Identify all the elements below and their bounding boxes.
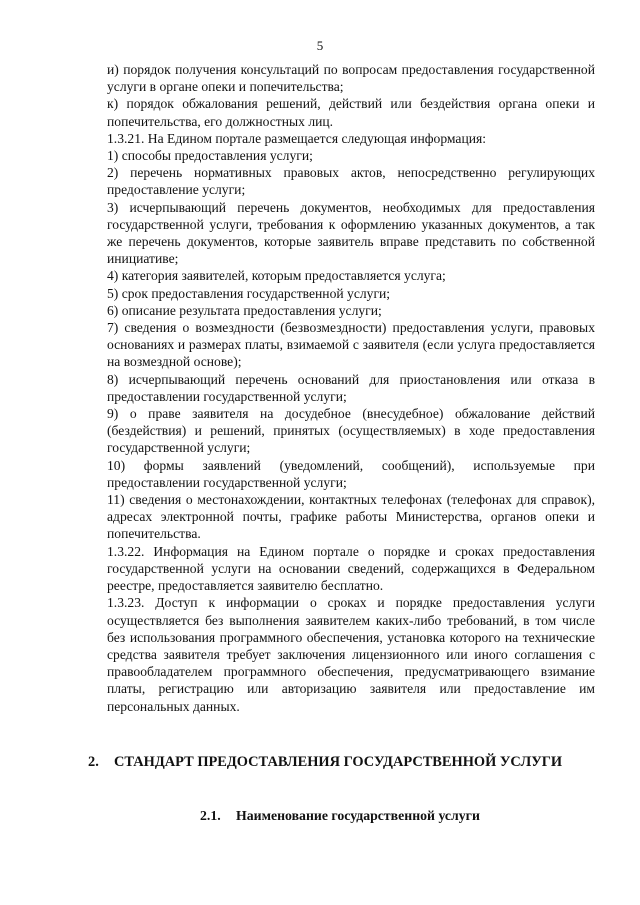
paragraph-text: 7) сведения о возмездности (безвозмездности) предоставления услуги, правовых основаниях и размерах платы, взимаемой с заявителя (если услуга предоставляется на возмездной основе); <box>107 320 595 370</box>
paragraph-text: 5) срок предоставления государственной услуги; <box>107 285 391 301</box>
paragraph-text: 8) исчерпывающий перечень оснований для приостановления или отказа в предоставлении государственной услуги; <box>107 371 595 404</box>
paragraph-text: к) порядок обжалования решений, действий или бездействия органа опеки и попечительства, его должностных лиц. <box>107 96 595 129</box>
list-item-9 <box>107 405 595 457</box>
paragraph-k <box>107 95 595 129</box>
list-item-4 <box>107 267 595 284</box>
paragraph-1-3-21 <box>107 130 595 147</box>
paragraph-text: 2) перечень нормативных правовых актов, непосредственно регулирующих предоставление услуги; <box>107 165 595 198</box>
list-item-7 <box>107 319 595 371</box>
paragraph-text: 1.3.23. Доступ к информации о сроках и порядке предоставления услуги осуществляется без выполнения заявителем каких-либо требований, в том числе без использования программного обеспечения, установка которого на технические средства заявителя требует заключения лицензионного или иного соглашения с правообладателем программного обеспечения, предусматривающего взимание платы, регистрацию или авторизацию заявителя или предоставление им персональных данных. <box>107 595 595 714</box>
list-item-11 <box>107 491 595 543</box>
paragraph-text: 4) категория заявителей, которым предоставляется услуга; <box>107 268 446 284</box>
section-title: СТАНДАРТ ПРЕДОСТАВЛЕНИЯ ГОСУДАРСТВЕННОЙ УСЛУГИ <box>114 754 563 770</box>
list-item-1 <box>107 147 595 164</box>
list-item-6 <box>107 302 595 319</box>
subsection-title: Наименование государственной услуги <box>236 808 480 823</box>
paragraph-text: 6) описание результата предоставления услуги; <box>107 302 382 318</box>
paragraph-text: 10) формы заявлений (уведомлений, сообщений), используемые при предоставлении государственной услуги; <box>107 457 595 490</box>
section-number: 2. <box>88 754 99 770</box>
paragraph-text: и) порядок получения консультаций по вопросам предоставления государственной услуги в органе опеки и попечительства; <box>107 62 595 95</box>
paragraph-text: 1) способы предоставления услуги; <box>107 148 313 164</box>
document-body <box>107 61 595 715</box>
page-number: 5 <box>316 38 324 53</box>
paragraph-text: 1.3.21. На Едином портале размещается следующая информация: <box>107 130 487 146</box>
list-item-10 <box>107 457 595 491</box>
paragraph-text: 1.3.22. Информация на Едином портале о порядке и сроках предоставления государственной услуги на основании сведений, содержащихся в Федеральном реестре, предоставляется заявителю бесплатно. <box>107 543 595 594</box>
paragraph-text: 9) о праве заявителя на досудебное (внесудебное) обжалование действий (бездействия) и решений, принятых (осуществляемых) в ходе предоставления государственной услуги; <box>107 406 595 456</box>
paragraph-text: 11) сведения о местонахождении, контактных телефонах (телефонах для справок), адресах электронной почты, графике работы Министерства, органов опеки и попечительства. <box>107 492 595 542</box>
list-item-8 <box>107 371 595 405</box>
subsection-heading <box>200 808 480 824</box>
list-item-5 <box>107 285 595 302</box>
list-item-2 <box>107 164 595 198</box>
paragraph-i <box>107 61 595 95</box>
list-item-3 <box>107 199 595 268</box>
paragraph-1-3-23 <box>107 594 595 714</box>
section-heading <box>88 754 608 771</box>
paragraph-1-3-22 <box>107 543 595 595</box>
paragraph-text: 3) исчерпывающий перечень документов, необходимых для предоставления государственной услуги, требования к оформлению указанных документов, а так же перечень документов, которые заявитель вправе представить по собственной инициативе; <box>107 199 595 267</box>
subsection-number: 2.1. <box>200 808 221 823</box>
